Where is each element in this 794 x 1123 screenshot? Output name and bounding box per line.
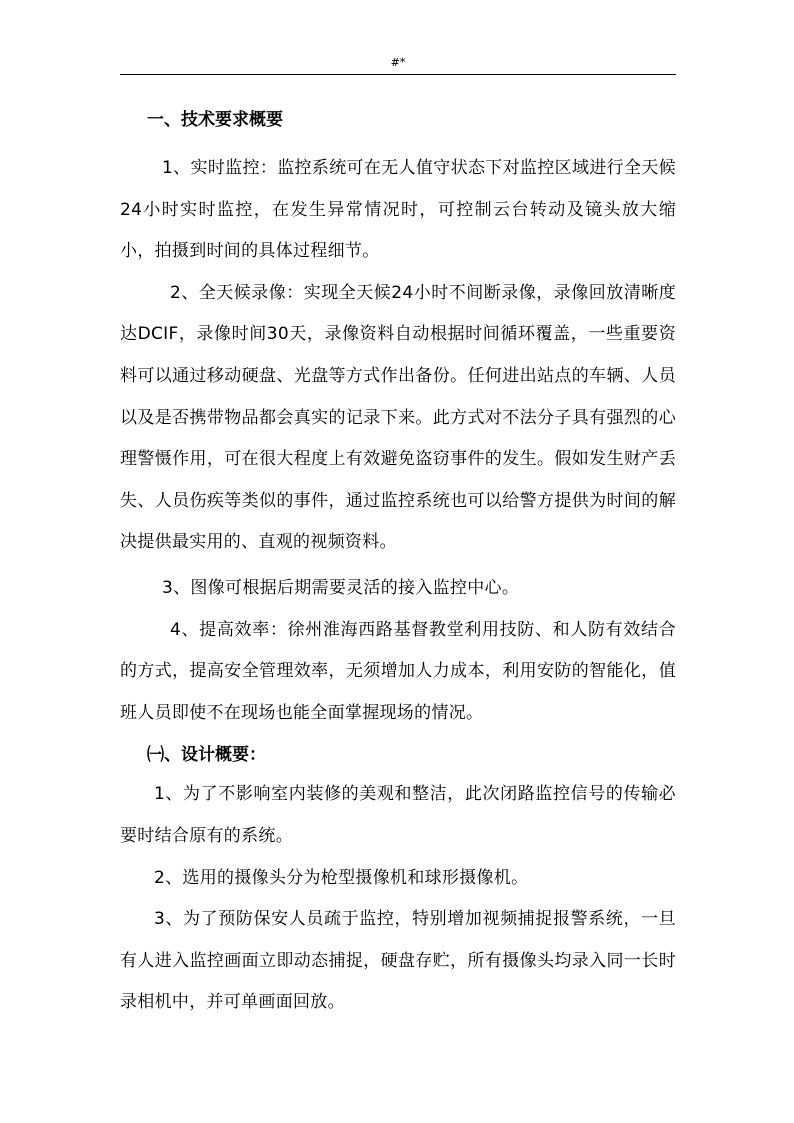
section-heading-technical-requirements: 一、技术要求概要 xyxy=(147,110,283,130)
section-heading-design-overview: ㈠、设计概要： xyxy=(147,745,266,766)
document-body xyxy=(120,101,676,1024)
paragraph-efficiency: 4、提高效率：徐州淮海西路基督教堂利用技防、和人防有效结合的方式，提高安全管理效率，无须增加人力成本，利用安防的智能化，值班人员即使不在现场也能全面掌握现场的情况。 xyxy=(120,619,676,723)
page-header xyxy=(120,56,676,75)
paragraph-realtime-monitoring: 1、实时监控：监控系统可在无人值守状态下对监控区域进行全天候24小时实时监控，在发生异常情况时，可控制云台转动及镜头放大缩小，拍摄到时间的具体过程细节。 xyxy=(120,158,676,262)
paragraph-camera-types: 2、选用的摄像头分为枪型摄像机和球形摄像机。 xyxy=(154,867,529,888)
paragraph-all-day-recording: 2、全天候录像：实现全天候24小时不间断录像，录像回放清晰度达DCIF，录像时间30天，录像资料自动根据时间循环覆盖，一些重要资料可以通过移动硬盘、光盘等方式作出备份。任何进出站点的车辆、人员以及是否携带物品都会真实的记录下来。此方式对不法分子具有强烈的心理警慑作用，可在很大程度上有效避免盗窃事件的发生。假如发生财产丢失、人员伤疾等类似的事件，通过监控系统也可以给警方提供为时间的解决提供最实用的、直观的视频资料。 xyxy=(120,282,676,553)
paragraph-signal-transmission: 1、为了不影响室内装修的美观和整洁，此次闭路监控信号的传输必要时结合原有的系统。 xyxy=(120,784,676,846)
paragraph-motion-capture: 3、为了预防保安人员疏于监控，特别增加视频捕捉报警系统，一旦有人进入监控画面立即动态捕捉，硬盘存贮，所有摄像头均录入同一长时录相机中，并可单画面回放。 xyxy=(120,909,676,1013)
paragraph-image-access: 3、图像可根据后期需要灵活的接入监控中心。 xyxy=(162,577,520,598)
header-mark: #* xyxy=(390,56,406,69)
